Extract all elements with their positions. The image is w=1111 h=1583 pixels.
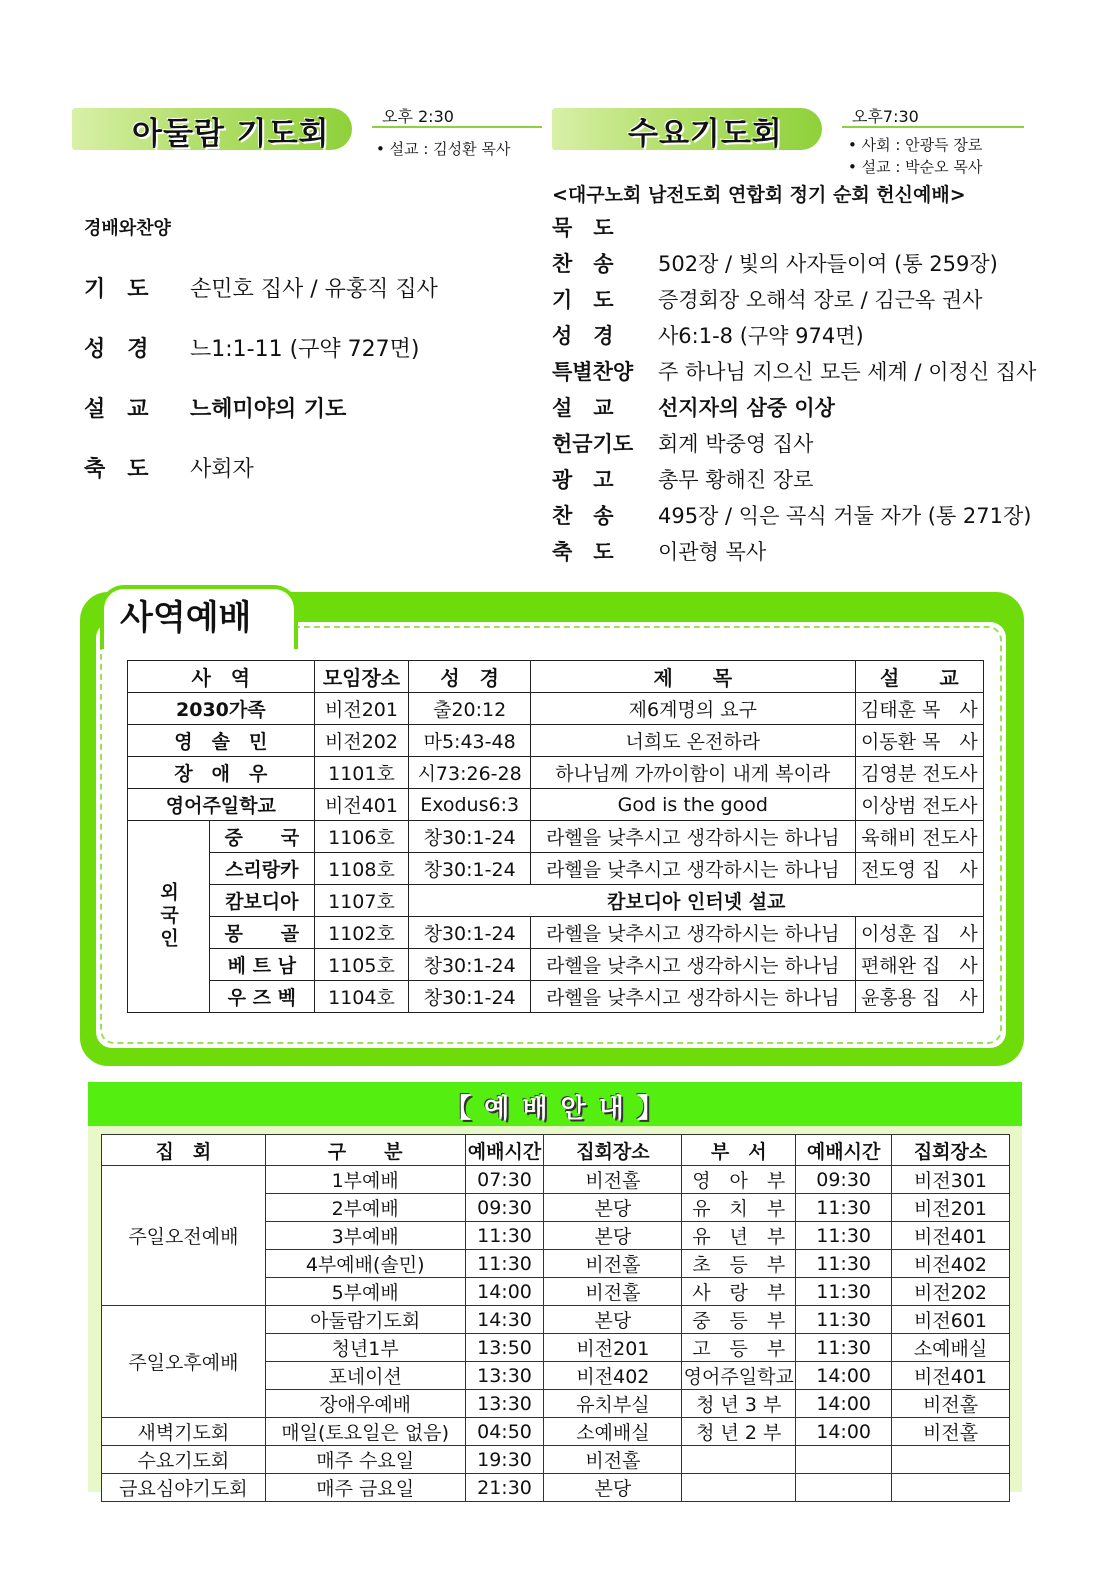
guide-dept-place: 비전홀 (892, 1390, 1010, 1418)
program-value: 502장 / 빛의 사자들이여 (통 259장) (658, 252, 998, 276)
ministry-bible: Exodus6:3 (409, 789, 531, 821)
ministry-place: 1107호 (314, 885, 409, 917)
guide-place: 비전홀 (544, 1278, 682, 1306)
guide-department (682, 1474, 796, 1502)
guide-header: 예배시간 (796, 1135, 892, 1166)
program-value: 증경회장 오해석 장로 / 김근옥 권사 (658, 288, 983, 312)
ministry-sermon-title: 라헬을 낮추시고 생각하시는 하나님 (530, 821, 855, 853)
table-row (128, 853, 984, 885)
guide-department: 사 랑 부 (682, 1278, 796, 1306)
ministry-preacher: 김영분 전도사 (855, 757, 983, 789)
guide-dept-place: 비전홀 (892, 1418, 1010, 1446)
intro-text: 경배와찬양 (84, 218, 171, 239)
guide-department: 유 치 부 (682, 1194, 796, 1222)
guide-department: 청 년 2 부 (682, 1418, 796, 1446)
guide-dept-time: 11:30 (796, 1250, 892, 1278)
ministry-preacher: 편해완 집 사 (855, 949, 983, 981)
guide-title: 【 예 배 안 내 】 (445, 1094, 665, 1124)
guide-time: 13:30 (465, 1362, 544, 1390)
ministry-title: 사역예배 (120, 598, 252, 638)
program-label: 찬 송 (552, 252, 614, 276)
wednesday-program-row (552, 320, 864, 350)
guide-dept-place: 소예배실 (892, 1334, 1010, 1362)
wednesday-program-row (552, 212, 658, 242)
adullam-header (72, 100, 372, 154)
guide-service: 청년1부 (265, 1334, 465, 1362)
table-row (128, 757, 984, 789)
guide-dept-time: 14:00 (796, 1390, 892, 1418)
guide-group: 새벽기도회 (102, 1418, 266, 1446)
guide-dept-time: 14:00 (796, 1362, 892, 1390)
ministry-bible: 창30:1-24 (409, 949, 531, 981)
ministry-place: 1104호 (314, 981, 409, 1013)
guide-time: 21:30 (465, 1474, 544, 1502)
guide-time: 14:30 (465, 1306, 544, 1334)
table-row (128, 789, 984, 821)
table-row (128, 693, 984, 725)
adullam-time: 오후 2:30 (382, 107, 454, 126)
guide-header: 부 서 (682, 1135, 796, 1166)
guide-dept-place: 비전201 (892, 1194, 1010, 1222)
ministry-sermon-title: 제6계명의 요구 (530, 693, 855, 725)
guide-group: 금요심야기도회 (102, 1474, 266, 1502)
guide-dept-time: 11:30 (796, 1194, 892, 1222)
guide-service: 매일(토요일은 없음) (265, 1418, 465, 1446)
ministry-preacher: 이동환 목 사 (855, 725, 983, 757)
wednesday-subtitle: <대구노회 남전도회 연합회 정기 순회 헌신예배> (552, 184, 966, 206)
ministry-name: 우 즈 벡 (210, 981, 315, 1013)
guide-place: 비전홀 (544, 1166, 682, 1194)
foreign-group-label: 외국인 (128, 821, 210, 1013)
ministry-header-bible: 성 경 (409, 661, 531, 693)
ministry-header-place: 모임장소 (314, 661, 409, 693)
adullam-program-row (84, 332, 420, 363)
table-row (128, 917, 984, 949)
guide-department: 유 년 부 (682, 1222, 796, 1250)
guide-time: 13:50 (465, 1334, 544, 1362)
program-value: 이관형 목사 (658, 540, 767, 564)
guide-dept-time: 14:00 (796, 1418, 892, 1446)
program-label: 특별찬양 (552, 360, 634, 384)
program-label: 기 도 (552, 288, 614, 312)
ministry-sermon-title: 라헬을 낮추시고 생각하시는 하나님 (530, 981, 855, 1013)
ministry-name: 베 트 남 (210, 949, 315, 981)
guide-header: 예배시간 (465, 1135, 544, 1166)
guide-header: 집회장소 (892, 1135, 1010, 1166)
ministry-bible: 마5:43-48 (409, 725, 531, 757)
ministry-name: 몽 골 (210, 917, 315, 949)
guide-place: 본당 (544, 1222, 682, 1250)
guide-time: 09:30 (465, 1194, 544, 1222)
table-row (128, 949, 984, 981)
ministry-preacher: 육해비 전도사 (855, 821, 983, 853)
guide-service: 5부예배 (265, 1278, 465, 1306)
program-value: 회계 박중영 집사 (658, 432, 814, 456)
program-label: 기 도 (84, 277, 149, 302)
wednesday-host: • 사회 : 안광득 장로 (848, 136, 983, 154)
wednesday-title: 수요기도회 (628, 116, 783, 152)
guide-service: 1부예배 (265, 1166, 465, 1194)
ministry-name: 캄보디아 (210, 885, 315, 917)
ministry-sermon-title: God is the good (530, 789, 855, 821)
guide-department (682, 1446, 796, 1474)
ministry-place: 1106호 (314, 821, 409, 853)
table-row (102, 1418, 1010, 1446)
program-value: 495장 / 익은 곡식 거둘 자가 (통 271장) (658, 504, 1032, 528)
guide-dept-time (796, 1446, 892, 1474)
guide-dept-place: 비전601 (892, 1306, 1010, 1334)
ministry-place: 1101호 (314, 757, 409, 789)
program-value: 느1:1-11 (구약 727면) (190, 337, 420, 362)
ministry-bible: 창30:1-24 (409, 853, 531, 885)
program-label: 설 교 (84, 397, 149, 422)
guide-dept-place: 비전202 (892, 1278, 1010, 1306)
table-row (128, 885, 984, 917)
program-label: 묵 도 (552, 216, 614, 240)
ministry-place: 1102호 (314, 917, 409, 949)
guide-place: 비전201 (544, 1334, 682, 1362)
program-value: 선지자의 삼중 이상 (658, 396, 835, 420)
guide-service: 4부예배(솔민) (265, 1250, 465, 1278)
guide-place: 소예배실 (544, 1418, 682, 1446)
wednesday-program-row (552, 248, 998, 278)
guide-time: 07:30 (465, 1166, 544, 1194)
guide-dept-time: 11:30 (796, 1222, 892, 1250)
table-row (128, 821, 984, 853)
guide-dept-time: 11:30 (796, 1334, 892, 1362)
guide-dept-time (796, 1474, 892, 1502)
guide-banner (88, 1082, 1022, 1126)
ministry-bible: 창30:1-24 (409, 917, 531, 949)
ministry-preacher: 윤홍용 집 사 (855, 981, 983, 1013)
ministry-sermon-title: 너희도 온전하라 (530, 725, 855, 757)
guide-department: 고 등 부 (682, 1334, 796, 1362)
guide-time: 14:00 (465, 1278, 544, 1306)
ministry-header-title: 제 목 (530, 661, 855, 693)
guide-place: 본당 (544, 1194, 682, 1222)
ministry-sermon-title: 라헬을 낮추시고 생각하시는 하나님 (530, 949, 855, 981)
table-row (128, 725, 984, 757)
guide-dept-place: 비전401 (892, 1362, 1010, 1390)
ministry-name: 스리랑카 (210, 853, 315, 885)
adullam-program-row (84, 452, 254, 483)
ministry-bible: 창30:1-24 (409, 981, 531, 1013)
guide-dept-place: 비전402 (892, 1250, 1010, 1278)
guide-header: 집회장소 (544, 1135, 682, 1166)
guide-department: 청 년 3 부 (682, 1390, 796, 1418)
adullam-program-row (84, 392, 346, 423)
guide-service: 3부예배 (265, 1222, 465, 1250)
program-value: 주 하나님 지으신 모든 세계 / 이정신 집사 (658, 360, 1037, 384)
ministry-table (127, 660, 984, 1013)
wednesday-preacher: • 설교 : 박순오 목사 (848, 158, 983, 176)
table-row (102, 1166, 1010, 1194)
program-value: 느헤미야의 기도 (190, 397, 347, 422)
guide-department: 영어주일학교 (682, 1362, 796, 1390)
guide-dept-time: 09:30 (796, 1166, 892, 1194)
ministry-place: 비전401 (314, 789, 409, 821)
ministry-name: 장 애 우 (128, 757, 315, 789)
table-row (128, 981, 984, 1013)
adullam-title: 아둘람 기도회 (132, 116, 330, 152)
guide-service: 아둘람기도회 (265, 1306, 465, 1334)
table-row (102, 1474, 1010, 1502)
wednesday-program-row (552, 428, 813, 458)
ministry-name: 2030가족 (128, 693, 315, 725)
guide-department: 초 등 부 (682, 1250, 796, 1278)
ministry-sermon-title: 하나님께 가까이함이 내게 복이라 (530, 757, 855, 789)
wednesday-program-row (552, 284, 982, 314)
ministry-header-preacher: 설 교 (855, 661, 983, 693)
program-label: 성 경 (552, 324, 614, 348)
guide-group: 주일오후예배 (102, 1306, 266, 1418)
ministry-name: 영 솔 민 (128, 725, 315, 757)
guide-time: 04:50 (465, 1418, 544, 1446)
wednesday-program-row (552, 500, 1032, 530)
ministry-merged-note: 캄보디아 인터넷 설교 (409, 885, 984, 917)
ministry-preacher: 김태훈 목 사 (855, 693, 983, 725)
ministry-place: 비전202 (314, 725, 409, 757)
guide-service: 장애우예배 (265, 1390, 465, 1418)
guide-time: 13:30 (465, 1390, 544, 1418)
ministry-preacher: 이성훈 집 사 (855, 917, 983, 949)
table-row (102, 1306, 1010, 1334)
ministry-header-ministry: 사 역 (128, 661, 315, 693)
guide-dept-place: 비전301 (892, 1166, 1010, 1194)
program-value: 사6:1-8 (구약 974면) (658, 324, 864, 348)
guide-place: 비전402 (544, 1362, 682, 1390)
adullam-preacher: • 설교 : 김성환 목사 (376, 140, 511, 158)
guide-time: 11:30 (465, 1250, 544, 1278)
ministry-bible: 출20:12 (409, 693, 531, 725)
program-label: 축 도 (84, 457, 149, 482)
ministry-preacher: 이상범 전도사 (855, 789, 983, 821)
guide-dept-time: 11:30 (796, 1278, 892, 1306)
wednesday-program-row (552, 356, 1036, 386)
guide-group: 수요기도회 (102, 1446, 266, 1474)
guide-header: 집 회 (102, 1135, 266, 1166)
guide-service: 매주 수요일 (265, 1446, 465, 1474)
wednesday-header (552, 100, 842, 154)
adullam-program-row (84, 272, 438, 303)
wednesday-program-row (552, 536, 766, 566)
guide-time: 11:30 (465, 1222, 544, 1250)
guide-dept-place: 비전401 (892, 1222, 1010, 1250)
program-label: 축 도 (552, 540, 614, 564)
guide-group: 주일오전예배 (102, 1166, 266, 1306)
guide-service: 2부예배 (265, 1194, 465, 1222)
guide-service: 포네이션 (265, 1362, 465, 1390)
program-label: 성 경 (84, 337, 149, 362)
program-value: 사회자 (190, 457, 254, 482)
ministry-sermon-title: 라헬을 낮추시고 생각하시는 하나님 (530, 917, 855, 949)
guide-place: 본당 (544, 1306, 682, 1334)
wednesday-program-row (552, 392, 835, 422)
ministry-sermon-title: 라헬을 낮추시고 생각하시는 하나님 (530, 853, 855, 885)
ministry-preacher: 전도영 집 사 (855, 853, 983, 885)
guide-place: 비전홀 (544, 1250, 682, 1278)
program-label: 헌금기도 (552, 432, 634, 456)
program-label: 찬 송 (552, 504, 614, 528)
ministry-place: 비전201 (314, 693, 409, 725)
guide-place: 유치부실 (544, 1390, 682, 1418)
ministry-bible: 창30:1-24 (409, 821, 531, 853)
guide-dept-place (892, 1474, 1010, 1502)
guide-service: 매주 금요일 (265, 1474, 465, 1502)
guide-department: 영 아 부 (682, 1166, 796, 1194)
program-value: 총무 황해진 장로 (658, 468, 814, 492)
guide-time: 19:30 (465, 1446, 544, 1474)
wednesday-time: 오후7:30 (852, 107, 919, 126)
ministry-name: 영어주일학교 (128, 789, 315, 821)
ministry-place: 1105호 (314, 949, 409, 981)
guide-header: 구 분 (265, 1135, 465, 1166)
wednesday-program-row (552, 464, 813, 494)
guide-dept-place (892, 1446, 1010, 1474)
ministry-place: 1108호 (314, 853, 409, 885)
program-label: 광 고 (552, 468, 614, 492)
guide-place: 비전홀 (544, 1446, 682, 1474)
program-value: 손민호 집사 / 유홍직 집사 (190, 277, 438, 302)
ministry-bible: 시73:26-28 (409, 757, 531, 789)
guide-dept-time: 11:30 (796, 1306, 892, 1334)
guide-department: 중 등 부 (682, 1306, 796, 1334)
program-label: 설 교 (552, 396, 614, 420)
table-row (102, 1446, 1010, 1474)
ministry-name: 중 국 (210, 821, 315, 853)
guide-place: 본당 (544, 1474, 682, 1502)
worship-guide-table (101, 1134, 1010, 1502)
